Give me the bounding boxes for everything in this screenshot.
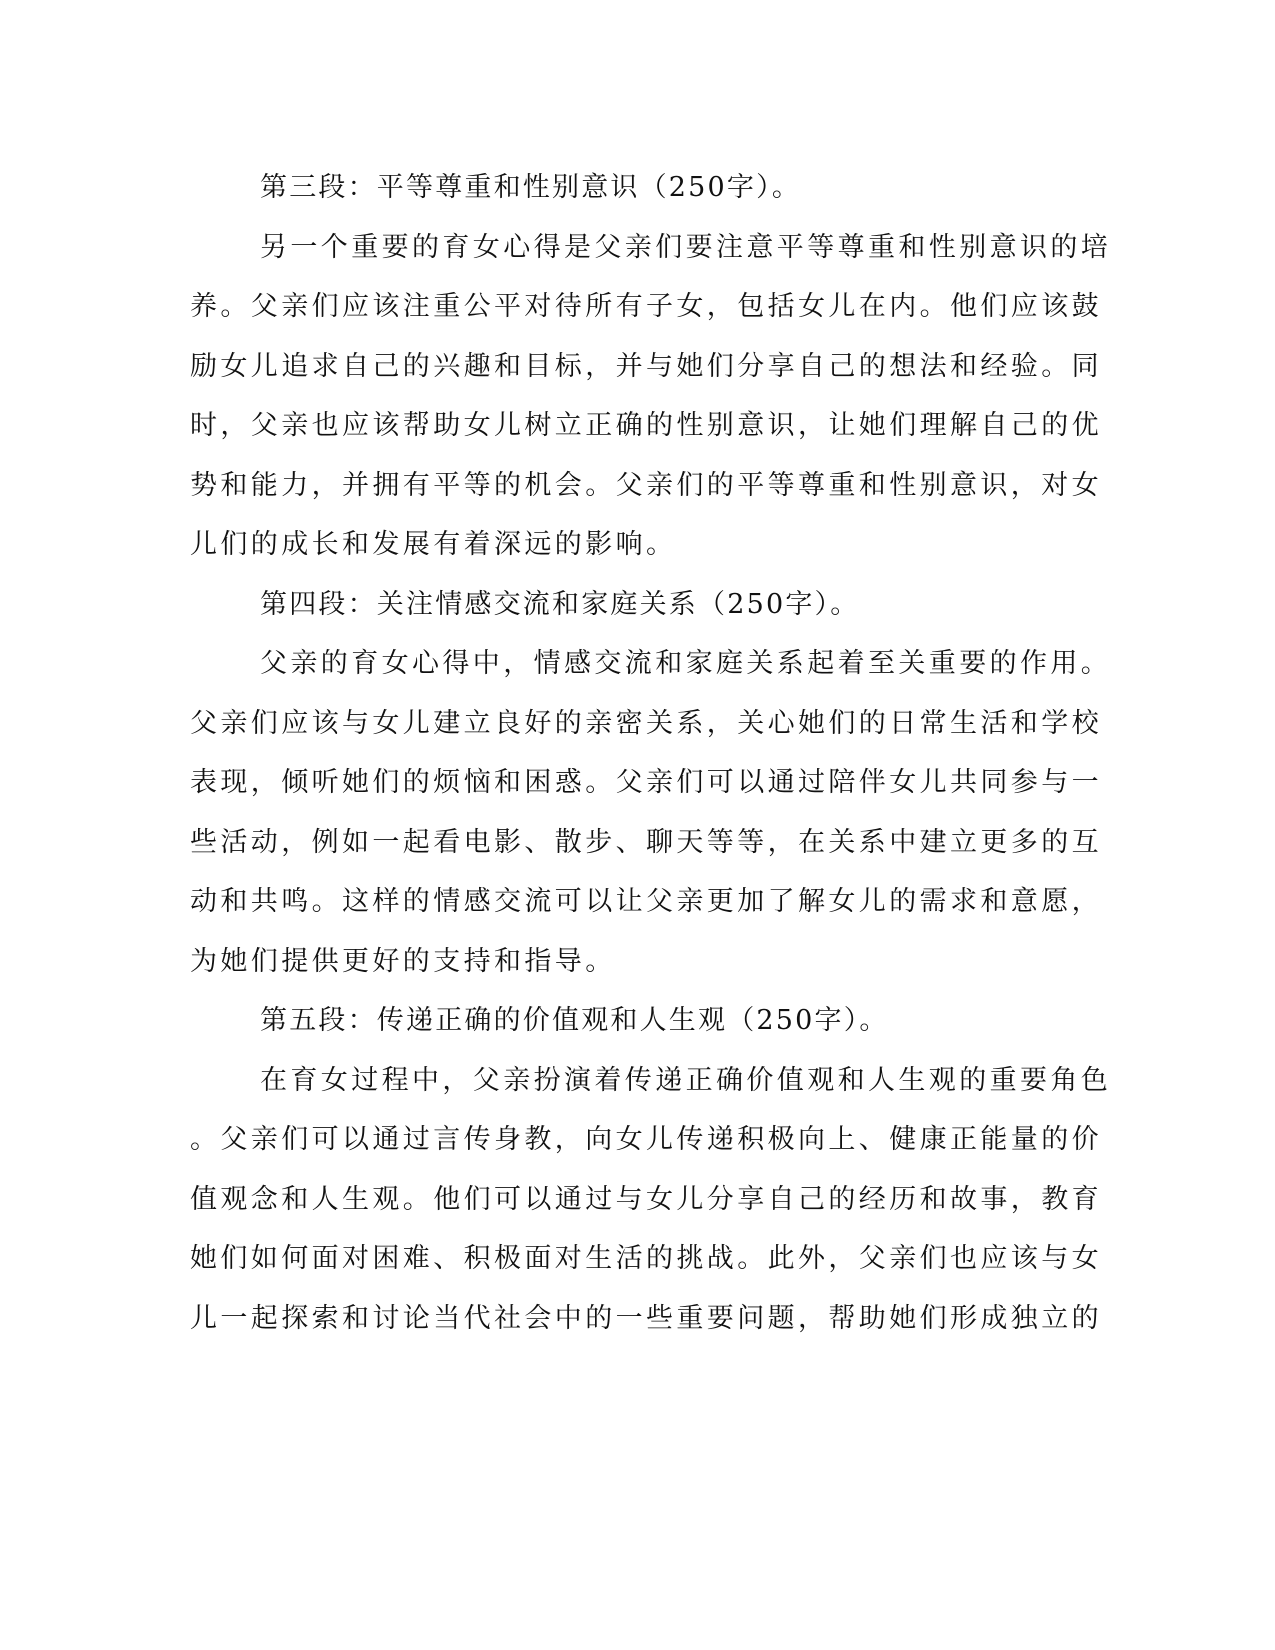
paragraph-line: 父亲们应该与女儿建立良好的亲密关系，关心她们的日常生活和学校 [190,707,1102,739]
paragraph-line: 另一个重要的育女心得是父亲们要注意平等尊重和性别意识的培 [260,231,1112,263]
paragraph-line: 儿们的成长和发展有着深远的影响。 [190,529,677,560]
paragraph-line: 为她们提供更好的支持和指导。 [190,945,616,977]
paragraph-line: 表现，倾听她们的烦恼和困惑。父亲们可以通过陪伴女儿共同参与一 [190,767,1102,798]
paragraph-line: 动和共鸣。这样的情感交流可以让父亲更加了解女儿的需求和意愿， [190,886,1102,917]
section-heading: 第四段：关注情感交流和家庭关系（250字）。 [260,588,860,620]
paragraph-line: 值观念和人生观。他们可以通过与女儿分享自己的经历和故事，教育 [190,1183,1102,1215]
section-heading: 第五段：传递正确的价值观和人生观（250字）。 [260,1005,889,1036]
paragraph-line: 些活动，例如一起看电影、散步、聊天等等，在关系中建立更多的互 [190,826,1102,858]
paragraph-line: 父亲的育女心得中，情感交流和家庭关系起着至关重要的作用。 [260,648,1112,679]
section-heading: 第三段：平等尊重和性别意识（250字）。 [260,172,802,203]
paragraph-line: 养。父亲们应该注重公平对待所有子女，包括女儿在内。他们应该鼓 [190,291,1102,322]
paragraph-line: 势和能力，并拥有平等的机会。父亲们的平等尊重和性别意识，对女 [190,469,1102,501]
paragraph-line: 儿一起探索和讨论当代社会中的一些重要问题，帮助她们形成独立的 [190,1302,1102,1334]
paragraph-line: 励女儿追求自己的兴趣和目标，并与她们分享自己的想法和经验。同 [190,350,1102,382]
paragraph-line: 她们如何面对困难、积极面对生活的挑战。此外，父亲们也应该与女 [190,1243,1102,1274]
document-body [190,158,1112,1348]
paragraph-line: 时，父亲也应该帮助女儿树立正确的性别意识，让她们理解自己的优 [190,410,1102,441]
paragraph-line: 。父亲们可以通过言传身教，向女儿传递积极向上、健康正能量的价 [190,1124,1102,1155]
paragraph-line: 在育女过程中，父亲扮演着传递正确价值观和人生观的重要角色 [260,1064,1112,1096]
